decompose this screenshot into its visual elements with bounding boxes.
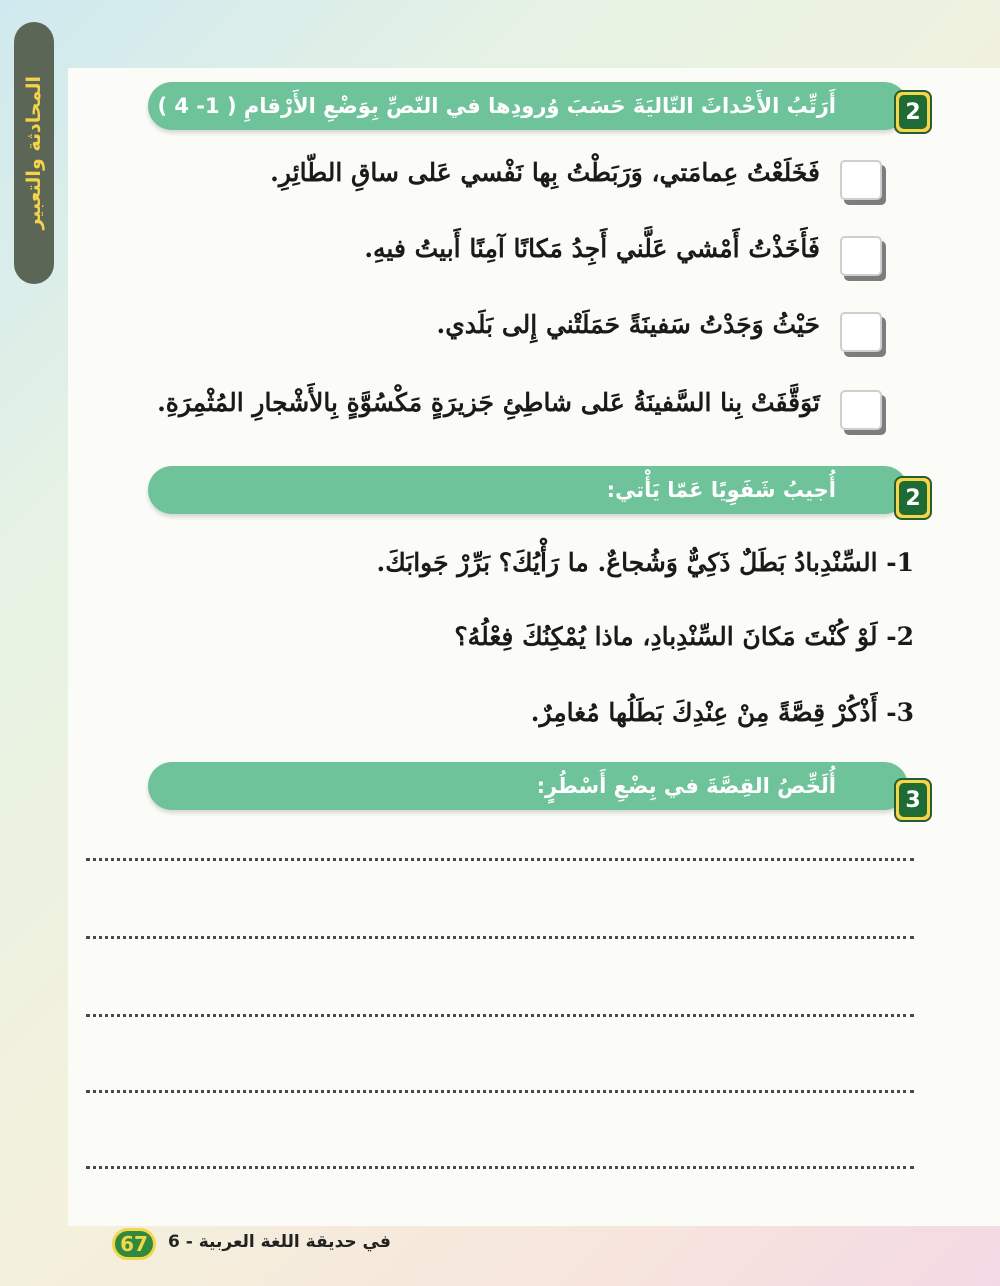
side-tab-label: المحادثة والتعبير bbox=[23, 76, 45, 230]
section2-title: أُجيبُ شَفَوِيًا عَمّا يَأْتي: bbox=[606, 478, 836, 502]
section1-title: أَرَتِّبُ الأَحْداثَ التّاليَةَ حَسَبَ وُرودِها في النّصِّ بِوَضْعِ الأَرْقامِ ( 1- 4 ) bbox=[157, 94, 836, 118]
section2-number: 2 bbox=[899, 481, 927, 515]
book-title: في حديقة اللغة العربية - 6 bbox=[168, 1232, 391, 1252]
order-item-2: فَأَخَذْتُ أَمْشي عَلَّني أَجِدُ مَكانًا آمِنًا أَبيتُ فيهِ. bbox=[364, 234, 820, 263]
writing-line-3[interactable] bbox=[86, 1014, 914, 1017]
page-number: 67 bbox=[120, 1232, 148, 1256]
writing-line-5[interactable] bbox=[86, 1166, 914, 1169]
order-box-3[interactable] bbox=[840, 312, 882, 352]
section3-number: 3 bbox=[899, 783, 927, 817]
question-3: 3- أَذْكُرْ قِصَّةً مِنْ عِنْدِكَ بَطَلُها مُغامِرٌ. bbox=[530, 698, 914, 727]
page-number-badge bbox=[112, 1228, 156, 1260]
question-2: 2- لَوْ كُنْتَ مَكانَ السِّنْدِبادِ، ماذا يُمْكِنُكَ فِعْلُهُ؟ bbox=[454, 622, 914, 651]
order-box-4[interactable] bbox=[840, 390, 882, 430]
section1-number: 2 bbox=[899, 95, 927, 129]
section3-number-badge bbox=[894, 778, 932, 822]
order-box-1[interactable] bbox=[840, 160, 882, 200]
section2-banner bbox=[148, 466, 908, 514]
section3-title: أُلَخِّصُ القِصَّةَ في بِضْعِ أَسْطُرٍ: bbox=[536, 774, 836, 798]
writing-line-2[interactable] bbox=[86, 936, 914, 939]
section3-banner bbox=[148, 762, 908, 810]
writing-line-1[interactable] bbox=[86, 858, 914, 861]
writing-line-4[interactable] bbox=[86, 1090, 914, 1093]
order-item-1: فَخَلَعْتُ عِمامَتي، وَرَبَطْتُ بِها نَفْسي عَلى ساقِ الطّائِرِ. bbox=[270, 158, 820, 187]
order-box-2[interactable] bbox=[840, 236, 882, 276]
section2-number-badge bbox=[894, 476, 932, 520]
section1-banner bbox=[148, 82, 908, 130]
question-1: 1- السِّنْدِبادُ بَطَلٌ ذَكِيٌّ وَشُجاعٌ. ما رَأْيُكَ؟ بَرِّرْ جَوابَكَ. bbox=[376, 548, 914, 577]
section-side-tab bbox=[14, 22, 54, 284]
section1-number-badge bbox=[894, 90, 932, 134]
order-item-4: تَوَقَّفَتْ بِنا السَّفينَةُ عَلى شاطِئِ جَزيرَةٍ مَكْسُوَّةٍ بِالأَشْجارِ المُثْمِرَةِ. bbox=[157, 388, 820, 417]
order-item-3: حَيْثُ وَجَدْتُ سَفينَةً حَمَلَتْني إِلى بَلَدي. bbox=[436, 310, 820, 339]
